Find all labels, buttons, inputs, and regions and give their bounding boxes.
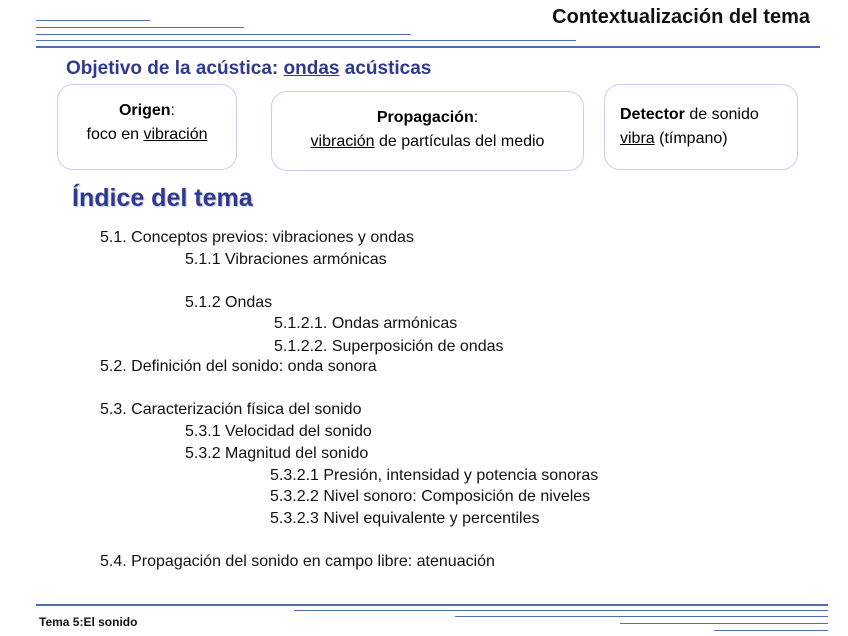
footer-rule-1 [36,604,828,606]
toc-item: 5.4. Propagación del sonido en campo libre: atenuación [100,553,495,570]
toc-item: 5.1.2 Ondas [185,294,273,311]
toc-item: 5.1.2.1. Ondas armónicas [274,315,458,332]
detector-heading-line [620,103,797,127]
footer-text: Tema 5:El sonido [39,615,138,629]
toc-item: 5.1. Conceptos previos: vibraciones y ondas [100,229,414,246]
header-rule-4 [36,40,576,41]
origin-text-line [58,123,236,147]
footer-rule-3 [455,616,828,617]
detector-heading-suffix: de sonido [684,106,759,123]
detector-line-underlined: vibra [620,130,655,147]
origin-line-underlined: vibración [143,126,208,143]
objective-highlight: ondas [283,58,340,79]
toc-item: 5.3.2.3 Nivel equivalente y percentiles [270,510,540,527]
header-rule-3 [36,34,411,35]
origin-box [57,84,237,170]
detector-text-line [620,127,797,151]
detector-heading: Detector [620,106,685,123]
header-rule-5 [36,46,820,48]
propagation-heading: Propagación [376,109,474,126]
toc-item: 5.2. Definición del sonido: onda sonora [100,358,377,375]
toc-item: 5.3.2 Magnitud del sonido [185,445,369,462]
toc-item: 5.1.1 Vibraciones armónicas [185,251,387,268]
propagation-text-line [272,130,583,154]
objective-suffix: acústicas [339,58,432,79]
origin-heading-colon: : [170,102,175,119]
index-title: Índice del tema [72,184,253,212]
detector-line-suffix: (tímpano) [654,130,728,147]
propagation-heading-line [272,106,583,130]
toc-item: 5.1.2.2. Superposición de ondas [274,338,504,355]
toc-item: 5.3. Caracterización física del sonido [100,401,362,418]
slide-title: Contextualización del tema [552,6,810,28]
origin-heading-line [58,99,236,123]
propagation-heading-colon: : [473,109,479,126]
propagation-line-suffix: de partículas del medio [374,133,545,150]
toc-item: 5.3.2.2 Nivel sonoro: Composición de niveles [270,488,591,505]
footer-rule-4 [620,623,828,624]
propagation-line-underlined: vibración [310,133,375,150]
propagation-box [271,91,584,171]
origin-heading: Origen [118,102,171,119]
origin-line-prefix: foco en [86,126,144,143]
header-rule-2 [36,27,244,28]
objective-heading [66,58,431,80]
objective-prefix: Objetivo de la acústica: [66,58,284,79]
footer-rule-2 [294,610,828,611]
detector-box [604,84,798,170]
toc-item: 5.3.2.1 Presión, intensidad y potencia sonoras [270,467,599,484]
toc-item: 5.3.1 Velocidad del sonido [185,423,372,440]
footer-rule-5 [714,630,828,631]
header-rule-1 [36,20,150,21]
